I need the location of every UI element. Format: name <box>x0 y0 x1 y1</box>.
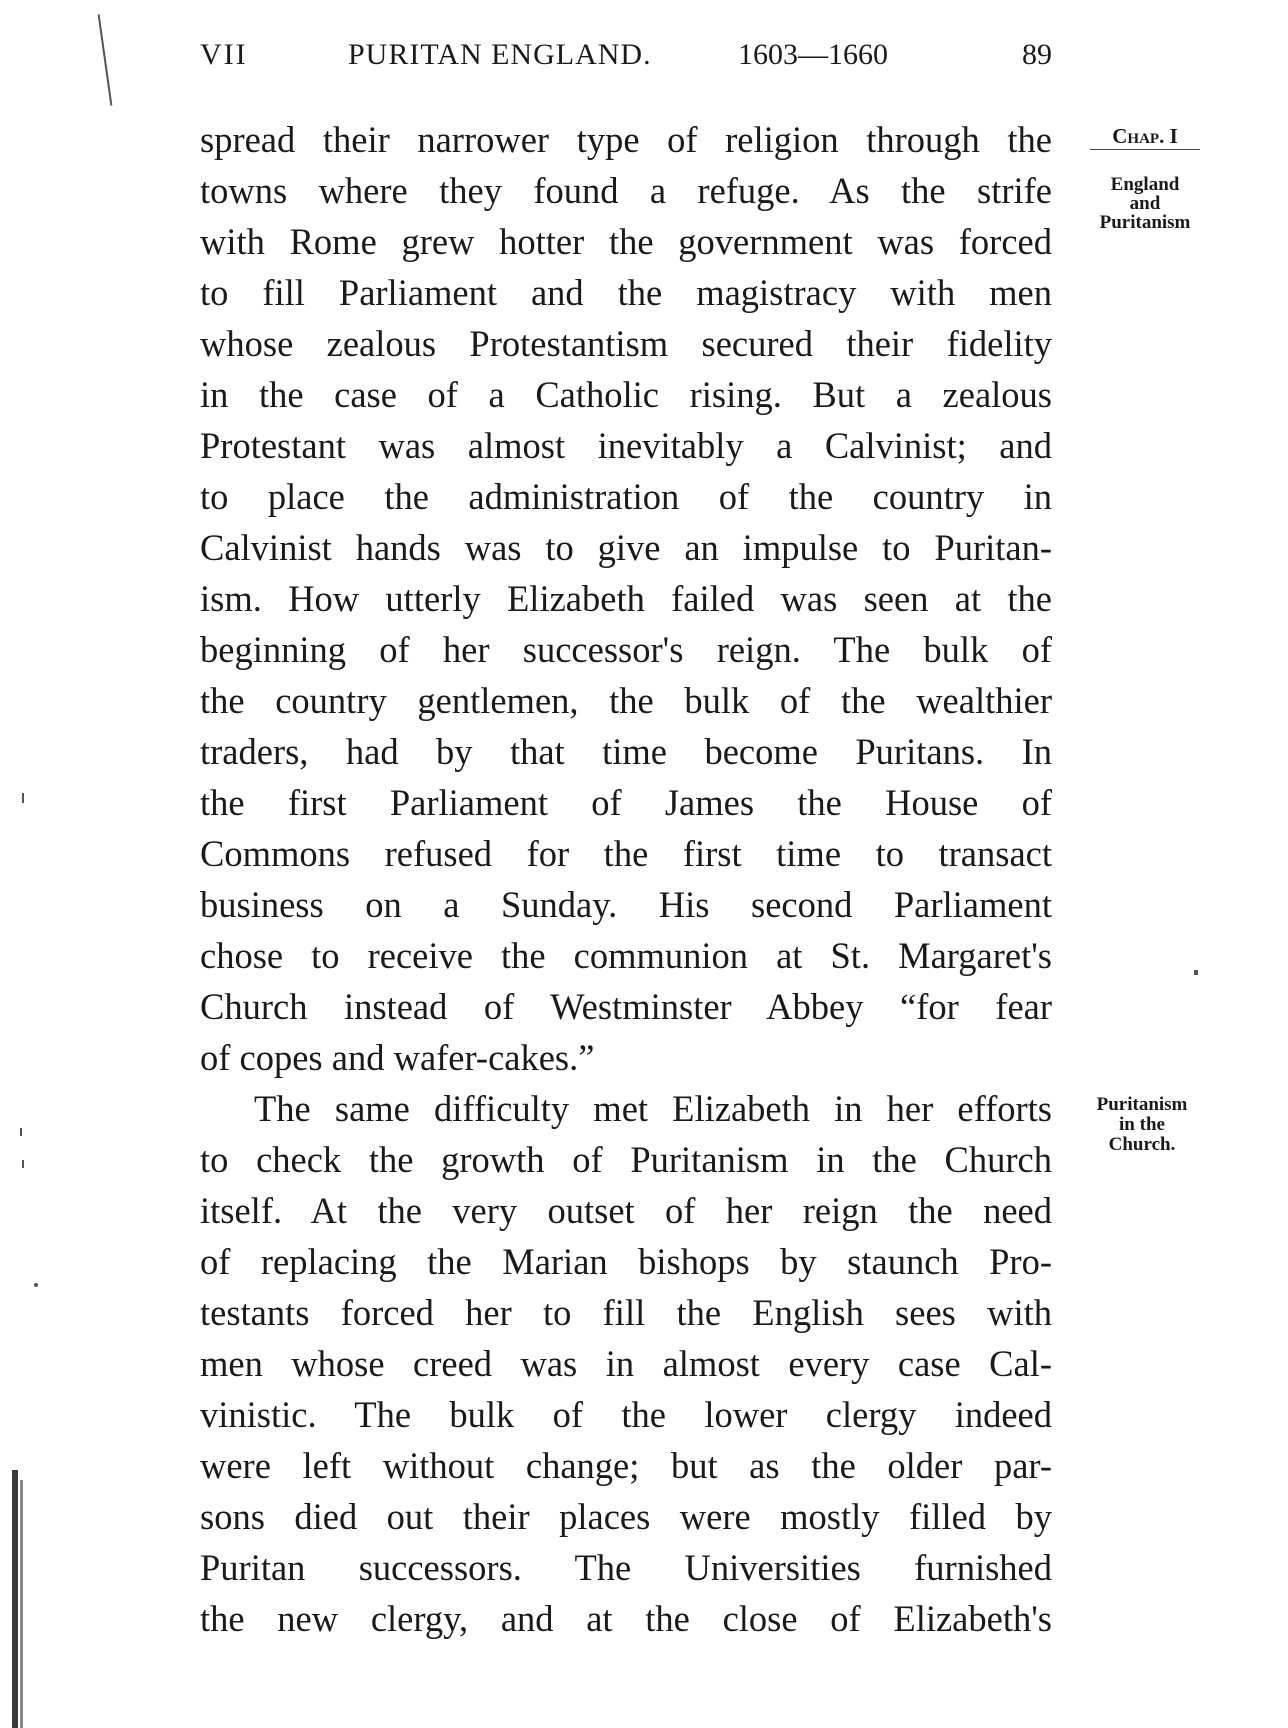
text-line: the first Parliament of James the House of <box>200 782 1052 823</box>
header-chapter-numeral: VII <box>200 38 248 71</box>
text-line: with Rome grew hotter the government was forced <box>200 221 1052 262</box>
margin-note-line: Church. <box>1108 1134 1176 1155</box>
text-line-paragraph-start: The same difficulty met Elizabeth in her efforts <box>254 1088 1052 1129</box>
text-line: testants forced her to fill the English sees with <box>200 1292 1052 1333</box>
margin-note-line: Puritanism <box>1099 212 1191 233</box>
header-title: PURITAN ENGLAND. <box>348 38 652 71</box>
scan-edge-strip <box>12 1470 18 1728</box>
text-line: Church instead of Westminster Abbey “for fear <box>200 986 1052 1027</box>
page-number: 89 <box>1022 38 1052 71</box>
text-line: men whose creed was in almost every case Cal- <box>200 1343 1052 1384</box>
scan-mark-dot <box>20 1128 22 1136</box>
margin-note-puritanism-in-the-church <box>1068 1095 1216 1155</box>
text-line: Calvinist hands was to give an impulse to Puritan- <box>200 527 1052 568</box>
text-line: to place the administration of the country in <box>200 476 1052 517</box>
scan-mark-dot <box>22 1160 24 1168</box>
margin-note-line: Puritanism <box>1096 1094 1188 1115</box>
text-line: of replacing the Marian bishops by staunch Pro- <box>200 1241 1052 1282</box>
text-line: the new clergy, and at the close of Elizabeth's <box>200 1598 1052 1639</box>
scan-mark-dot <box>22 793 24 803</box>
running-header <box>200 38 1060 78</box>
margin-note-line: England <box>1110 174 1180 195</box>
text-line: to check the growth of Puritanism in the Church <box>200 1139 1052 1180</box>
text-line: the country gentlemen, the bulk of the wealthier <box>200 680 1052 721</box>
scan-mark-top-line <box>98 14 113 105</box>
text-line: Protestant was almost inevitably a Calvinist; and <box>200 425 1052 466</box>
text-line: sons died out their places were mostly filled by <box>200 1496 1052 1537</box>
text-line: traders, had by that time become Puritans. In <box>200 731 1052 772</box>
text-line: towns where they found a refuge. As the strife <box>200 170 1052 211</box>
header-dates: 1603—1660 <box>738 38 888 71</box>
text-line: in the case of a Catholic rising. But a zealous <box>200 374 1052 415</box>
text-line: itself. At the very outset of her reign the need <box>200 1190 1052 1231</box>
text-line: Commons refused for the first time to transact <box>200 833 1052 874</box>
text-line: business on a Sunday. His second Parliament <box>200 884 1052 925</box>
text-line: to fill Parliament and the magistracy with men <box>200 272 1052 313</box>
text-line: ism. How utterly Elizabeth failed was seen at the <box>200 578 1052 619</box>
text-line-paragraph-end: of copes and wafer-cakes.” <box>200 1037 595 1078</box>
text-line: vinistic. The bulk of the lower clergy indeed <box>200 1394 1052 1435</box>
text-line: were left without change; but as the older par- <box>200 1445 1052 1486</box>
text-line: beginning of her successor's reign. The bulk of <box>200 629 1052 670</box>
body-text <box>200 114 1052 1644</box>
text-line: spread their narrower type of religion through the <box>200 119 1052 160</box>
margin-note-line: in the <box>1119 1114 1165 1135</box>
scan-mark-dot <box>1194 970 1198 975</box>
scan-edge-strip <box>20 1480 23 1728</box>
margin-note-england-and-puritanism <box>1070 175 1220 232</box>
text-line: Puritan successors. The Universities furnished <box>200 1547 1052 1588</box>
margin-chapter-label: Chap. I <box>1090 127 1200 150</box>
text-line: whose zealous Protestantism secured their fidelity <box>200 323 1052 364</box>
text-line: chose to receive the communion at St. Margaret's <box>200 935 1052 976</box>
margin-note-line: and <box>1129 193 1161 214</box>
scan-mark-dot <box>34 1283 38 1287</box>
